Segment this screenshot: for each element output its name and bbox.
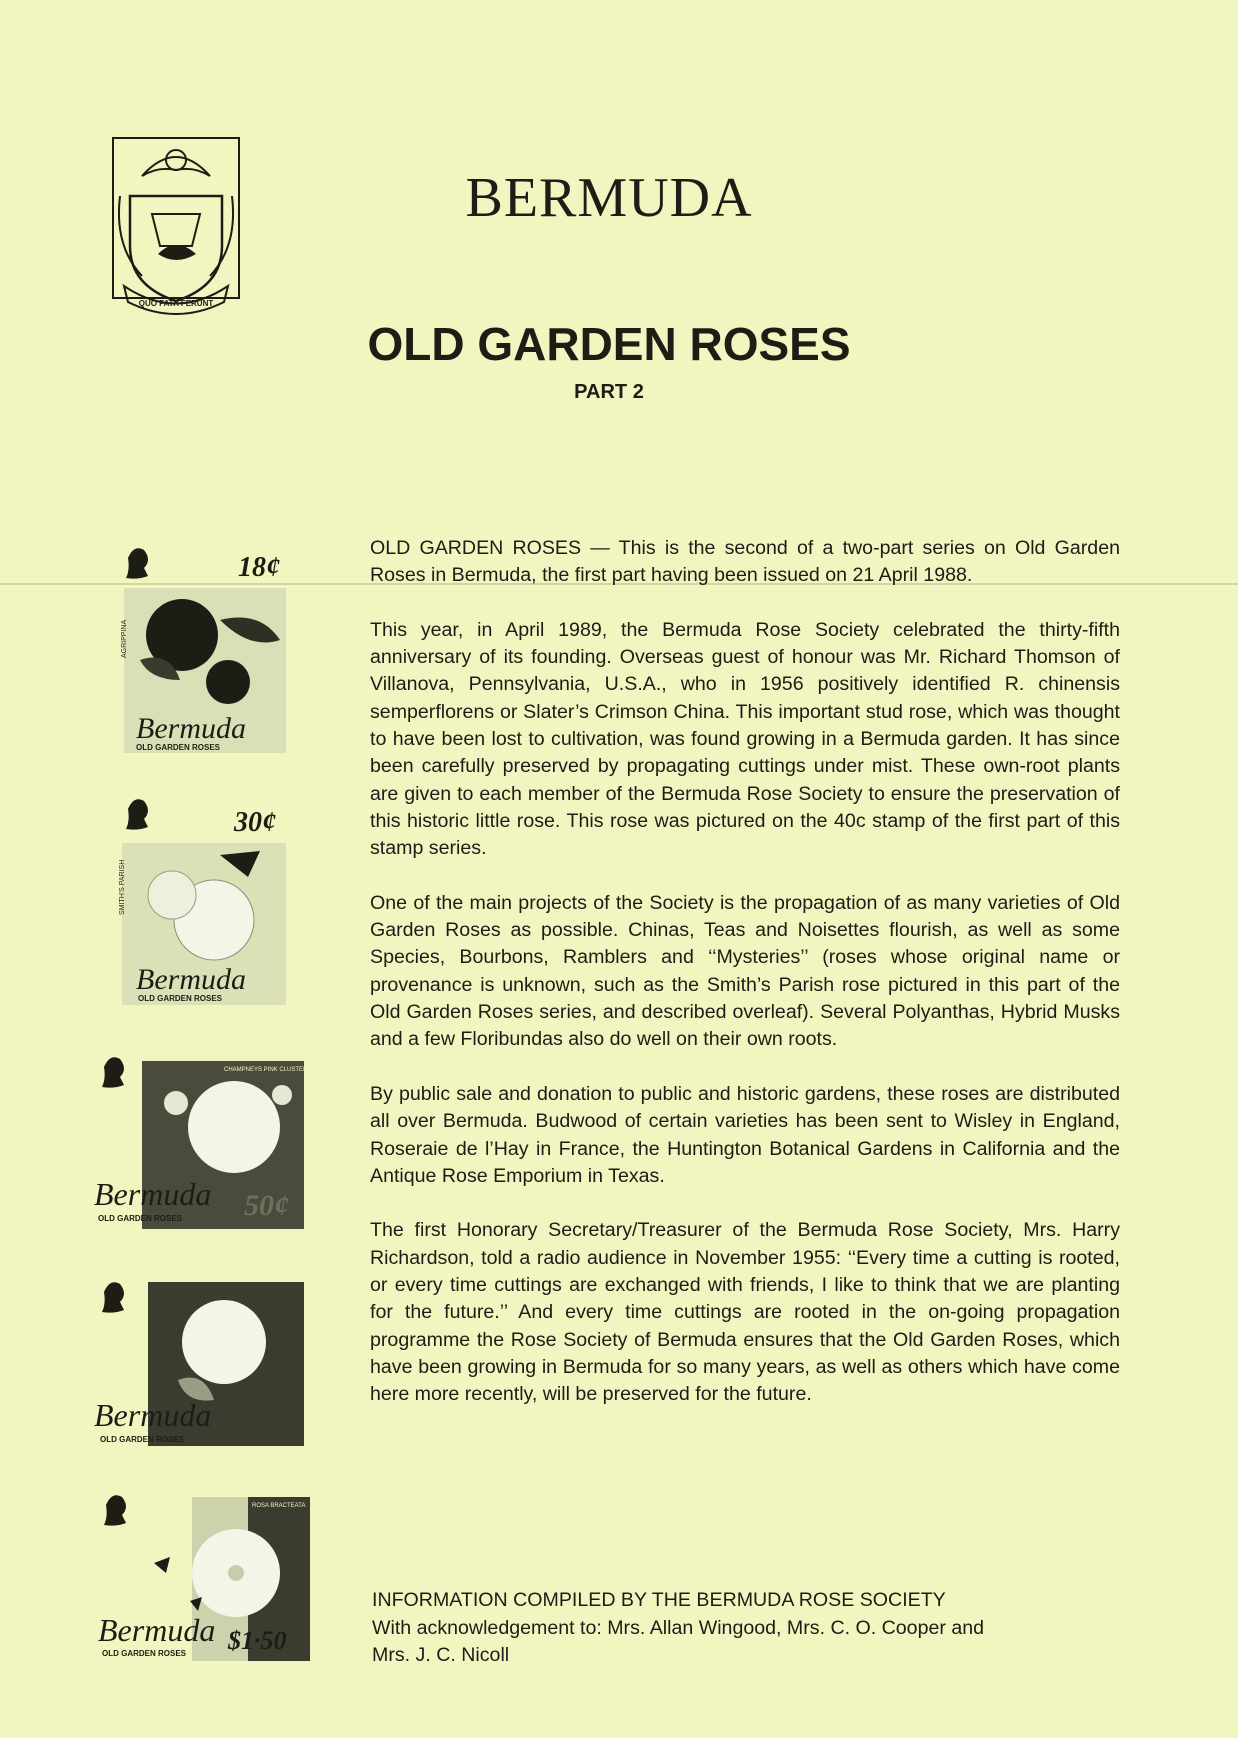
stamp-caption: OLD GARDEN ROSES [102, 1649, 187, 1658]
crest-motto: QUO FATA FERUNT [138, 299, 214, 308]
stamp-caption: OLD GARDEN ROSES [98, 1214, 183, 1223]
credits-line-3: Mrs. J. C. Nicoll [372, 1644, 510, 1667]
stamp-caption: OLD GARDEN ROSES [100, 1435, 185, 1444]
stamp-side-label: CHAMPNEYS PINK CLUSTER [224, 1067, 308, 1073]
stamp-caption: OLD GARDEN ROSES [136, 743, 221, 752]
queen-silhouette-icon [102, 1282, 124, 1312]
stamp-script: Bermuda [136, 963, 246, 996]
queen-silhouette-icon [126, 799, 148, 829]
article-body [370, 535, 1120, 1436]
part-label: PART 2 [574, 381, 644, 403]
page-title: BERMUDA [465, 167, 753, 229]
paragraph-intro: OLD GARDEN ROSES — This is the second of a two-part series on Old Garden Roses in Bermuda, the first part having been issued on 21 April 1988. [370, 537, 1120, 587]
paragraph-quote: The first Honorary Secretary/Treasurer of the Bermuda Rose Society, Mrs. Harry Richardson, told a radio audience in November 1955: ‘‘Every time a cutting is rooted, or every time cuttings are exchanged with friends, I like to think that we are planting for the future.’’ And every time cuttings are rooted in the on-going propagation programme the Rose Society of Bermuda ensures that the Old Garden Roses, which have been growing in Bermuda for so many years, as well as others which have come here more recently, will be preserved for the future. [370, 1219, 1120, 1406]
stamp-script: Bermuda [98, 1612, 216, 1648]
queen-silhouette-icon [104, 1495, 126, 1525]
stamp-50c [94, 1055, 314, 1230]
stamp-side-label: ROSA BRACTEATA [252, 1503, 306, 1509]
paragraph-distribution: By public sale and donation to public and historic gardens, these roses are distributed all over Bermuda. Budwood of certain varieties has been sent to Wisley in England, Roseraie de l’Hay in France, the Huntington Botanical Gardens in California and the Antique Rose Emporium in Texas. [370, 1082, 1120, 1187]
stamp-caption: OLD GARDEN ROSES [138, 994, 223, 1003]
queen-silhouette-icon [102, 1057, 124, 1087]
stamp-side-label: SMITH'S PARISH [119, 859, 126, 915]
stamp-denomination: 50¢ [244, 1189, 289, 1222]
credits-line-1: INFORMATION COMPILED BY THE BERMUDA ROSE SOCIETY [372, 1589, 946, 1611]
stamp-1-50 [98, 1493, 318, 1663]
queen-silhouette-icon [126, 548, 148, 578]
bermuda-coat-of-arms-icon [112, 136, 240, 318]
stamp-side-label: AGRIPPINA [121, 619, 128, 658]
stamp-denomination: $1·50 [228, 1626, 287, 1655]
credits-line-2: With acknowledgement to: Mrs. Allan Wingood, Mrs. C. O. Cooper and [372, 1616, 985, 1639]
stamp-script: Bermuda [94, 1176, 212, 1212]
stamp-script: Bermuda [136, 712, 246, 745]
stamp-18c [110, 540, 300, 755]
stamp-denomination: 18¢ [238, 552, 280, 583]
stamp-30c [110, 795, 300, 1010]
paragraph-propagation: One of the main projects of the Society is the propagation of as many varieties of Old Garden Roses as possible. Chinas, Teas and Noisettes flourish, as well as some Species, Bourbons, Ramblers and ‘‘Mysteries’’ (roses whose original name or provenance is unknown, such as the Smith’s Parish rose pictured in this part of the Old Garden Roses series, and described overleaf). Several Polyanthas, Hybrid Musks and a few Floribundas also do well on their own roots. [370, 891, 1120, 1051]
page-subtitle: OLD GARDEN ROSES [367, 318, 851, 370]
stamp-denomination: 30¢ [234, 807, 276, 838]
stamp-fourth [94, 1280, 314, 1450]
stamp-script: Bermuda [94, 1397, 212, 1433]
paragraph-anniversary: This year, in April 1989, the Bermuda Rose Society celebrated the thirty-fifth anniversary of its founding. Overseas guest of honour was Mr. Richard Thomson of Villanova, Pennsylvania, U.S.A., who in 1956 positively identified R. chinensis semperflorens or Slater’s Crimson China. This important stud rose, which was thought to have been lost to cultivation, was found growing in a Bermuda garden. It has since been carefully preserved by propagating cuttings under mist. These own-root plants are given to each member of the Bermuda Rose Society to ensure the preservation of this historic little rose. This rose was pictured on the 40c stamp of the first part of this stamp series. [370, 618, 1120, 860]
credits [372, 1587, 1132, 1670]
